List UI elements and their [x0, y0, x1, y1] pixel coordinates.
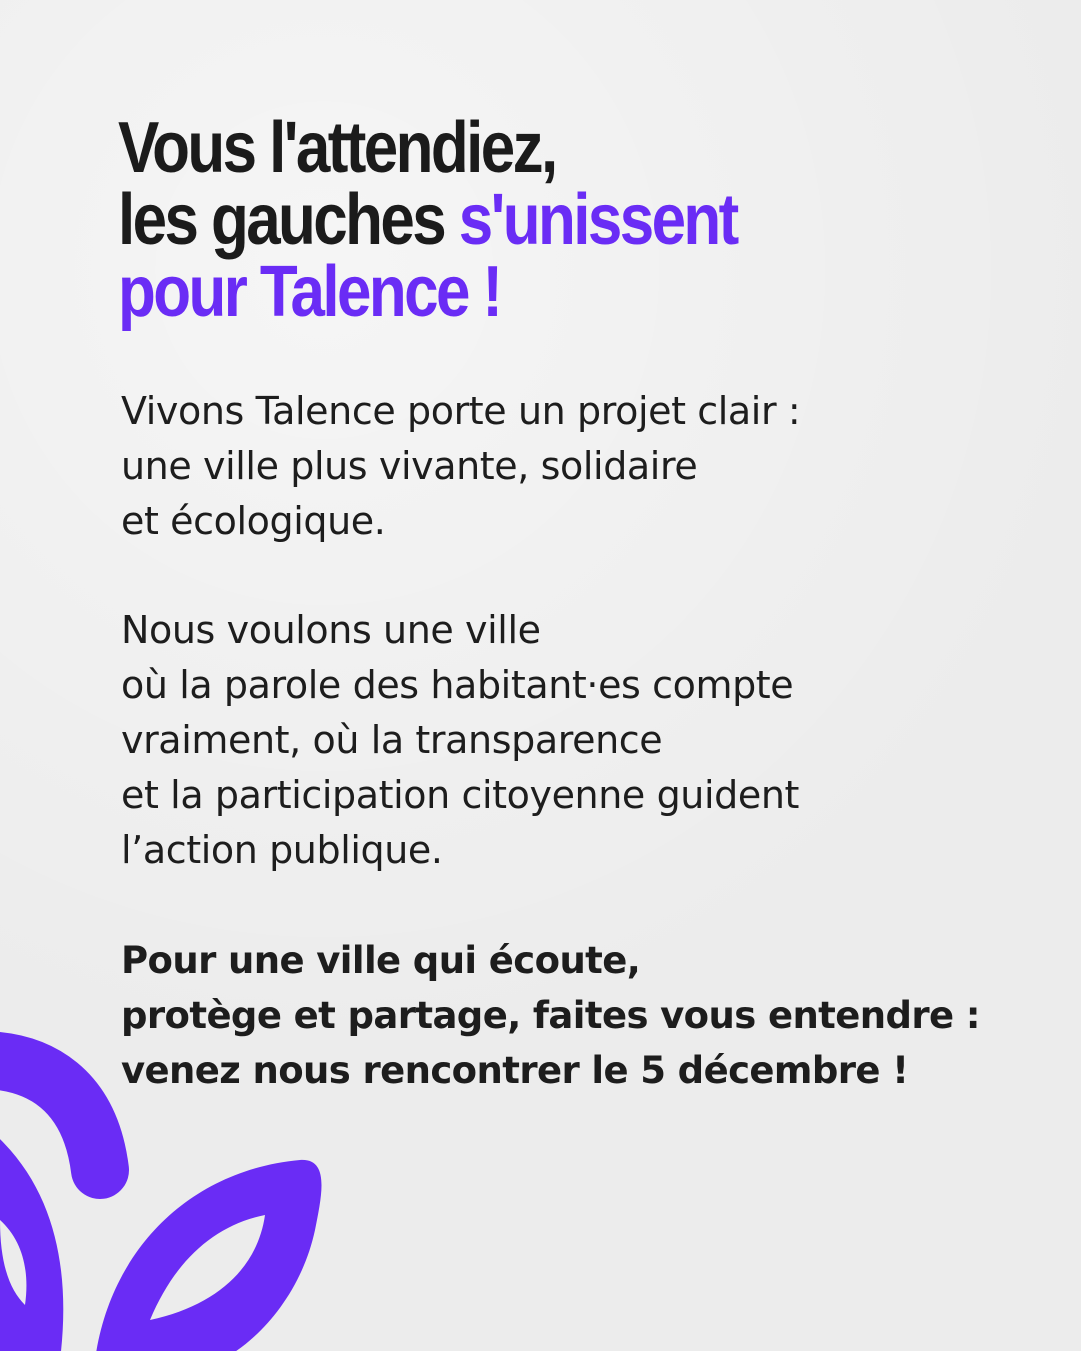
leaf-right-petal	[95, 1160, 322, 1351]
paragraph-line: l’action publique.	[121, 828, 443, 872]
paragraph-line: venez nous rencontrer le 5 décembre !	[121, 1049, 909, 1092]
paragraph-line: Nous voulons une ville	[121, 608, 541, 652]
headline-line-3: pour Talence !	[118, 252, 501, 332]
paragraph-line: protège et partage, faites vous entendre :	[121, 994, 981, 1037]
paragraph-line: où la parole des habitant·es compte	[121, 663, 794, 707]
leaf-left-petal	[0, 1130, 63, 1351]
paragraph-line: et la participation citoyenne guident	[121, 773, 800, 817]
headline-accent-word: s'unissent	[458, 180, 737, 260]
headline	[118, 108, 892, 332]
paragraph-line: et écologique.	[121, 499, 386, 543]
paragraph-line: une ville plus vivante, solidaire	[121, 444, 698, 488]
purple-leaf-logo-icon	[0, 1020, 340, 1351]
paragraph-vision	[121, 603, 1021, 878]
paragraph-project	[121, 384, 1021, 549]
paragraph-line: Vivons Talence porte un projet clair :	[121, 389, 801, 433]
paragraph-line: vraiment, où la transparence	[121, 718, 663, 762]
paragraph-line: Pour une ville qui écoute,	[121, 939, 641, 982]
headline-line-2-start: les gauches	[118, 180, 459, 260]
headline-line-1: Vous l'attendiez,	[118, 108, 556, 188]
headline-line-2	[118, 180, 892, 260]
leaf-upper-stroke	[0, 1060, 100, 1170]
